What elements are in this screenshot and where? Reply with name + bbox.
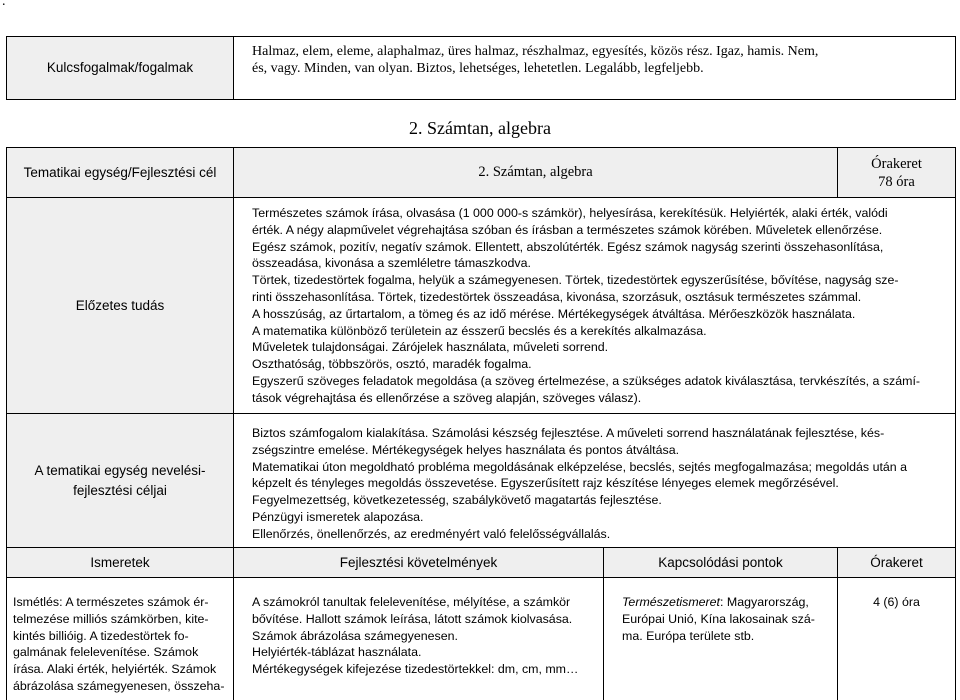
prior-line: tások végrehajtása és ellenőrzése a szöveg alapján, szöveges válasz).	[252, 390, 642, 405]
key-concepts-text	[234, 37, 956, 99]
goals-line: képzelt és tényleges megoldás összevetése. Egyszerűsített rajz készítése lényeges elemek megőrzésével.	[252, 476, 839, 491]
prior-line: Műveletek tulajdonságai. Zárójelek használata, műveleti sorrend.	[252, 340, 609, 355]
col-header-hours: Órakeret	[838, 548, 956, 577]
unit-label: Tematikai egység/Fejlesztési cél	[6, 148, 234, 197]
hours-value: 78 óra	[878, 173, 915, 190]
knowledge-line: galmának felelevenítése. Számok	[13, 645, 199, 660]
prior-line: A matematika különböző területein az ésszerű becslés és a kerekítés alkalmazása.	[252, 323, 707, 338]
key-concepts-label: Kulcsfogalmak/fogalmak	[6, 37, 234, 99]
prior-knowledge-text	[234, 198, 956, 413]
requirements-line: Számok ábrázolása számegyenesen.	[252, 628, 458, 643]
unit-hours	[838, 148, 956, 197]
connections-subject: Természetismeret	[622, 595, 721, 609]
prior-line: Természetes számok írása, olvasása (1 000 000-s számkör), helyesírása, kerekítésük. Helyiérték, alaki érték, valódi	[252, 206, 888, 220]
unit-title: 2. Számtan, algebra	[234, 148, 838, 197]
goals-line: Matematikai úton megoldható probléma megoldásának elképzelése, becslés, sejtés megfogalmazása; megoldás után a	[252, 459, 908, 474]
goals-line: Biztos számfogalom kialakítása. Számolási készség fejlesztése. A műveleti sorrend használatának fejlesztése, kés-	[252, 426, 885, 440]
columns-header-row	[6, 548, 956, 578]
prior-knowledge-row	[6, 198, 956, 414]
col-header-requirements: Fejlesztési követelmények	[234, 548, 604, 577]
connections-line: ma. Európa területe stb.	[622, 628, 755, 643]
prior-knowledge-label: Előzetes tudás	[6, 198, 234, 413]
goals-line: Ellenőrzés, önellenőrzés, az eredményért való felelősségvállalás.	[252, 526, 611, 541]
knowledge-line: telmezése milliós számkörben, kite-	[13, 611, 209, 626]
prior-line: Törtek, tizedestörtek fogalma, helyük a számegyenesen. Törtek, tizedestörtek egyszerűsítése, bővítése, nagyság sze-	[252, 273, 899, 288]
goals-line: Pénzügyi ismeretek alapozása.	[252, 509, 424, 524]
knowledge-line: írása. Alaki érték, helyiérték. Számok	[13, 662, 217, 677]
knowledge-cell	[6, 578, 234, 700]
key-concepts-row	[6, 36, 956, 100]
knowledge-line: ábrázolása számegyenesen, összeha-	[13, 678, 225, 693]
prior-line: Oszthatóság, többszörös, osztó, maradék fogalma.	[252, 357, 532, 372]
connections-line: Európai Unió, Kína lakosainak szá-	[622, 611, 815, 626]
corner-dot: .	[2, 0, 6, 9]
prior-line: Egyszerű szöveges feladatok megoldása (a szöveg értelmezése, a szükséges adatok kiválasztása, tervkészítés, a számí-	[252, 373, 921, 388]
goals-line: Fegyelmezettség, következetesség, szabálykövető magatartás fejlesztése.	[252, 493, 662, 508]
requirements-cell	[234, 578, 604, 700]
connections-line: Természetismeret: Magyarország,	[622, 595, 809, 609]
goals-line: zségszintre emelése. Mértékegységek helyes használata és pontos átváltása.	[252, 442, 680, 457]
prior-line: érték. A négy alapművelet végrehajtása szóban és írásban a természetes számok körében. Műveletek ellenőrzése.	[252, 222, 883, 237]
prior-line: összeadása, kivonása a szemléletre támaszkodva.	[252, 256, 531, 271]
unit-row	[6, 147, 956, 198]
prior-line: rinti összehasonlítása. Törtek, tizedestörtek összeadása, kivonása, szorzásuk, osztásuk természetes számmal.	[252, 289, 862, 304]
prior-line: A hosszúság, az űrtartalom, a tömeg és az idő mérése. Mértékegységek átváltása. Mérőeszközök használata.	[252, 306, 856, 321]
goals-label: A tematikai egység nevelési- fejlesztési céljai	[6, 414, 234, 547]
hours-value: 4 (6) óra	[873, 595, 920, 609]
content-row	[6, 578, 956, 700]
requirements-line: Helyiérték-táblázat használata.	[252, 645, 422, 660]
col-header-connections: Kapcsolódási pontok	[604, 548, 838, 577]
hours-cell	[838, 578, 956, 700]
key-concepts-line: Halmaz, elem, eleme, alaphalmaz, üres halmaz, részhalmaz, egyesítés, közös rész. Igaz, hamis. Nem,	[252, 44, 819, 59]
requirements-line: Mértékegységek kifejezése tizedestörtekkel: dm, cm, mm…	[252, 662, 579, 677]
col-header-knowledge: Ismeretek	[6, 548, 234, 577]
knowledge-line: Ismétlés: A természetes számok ér-	[13, 595, 209, 609]
knowledge-line: kintés billióig. A tizedestörtek fo-	[13, 628, 189, 643]
goals-row	[6, 414, 956, 548]
hours-label: Órakeret	[871, 155, 922, 172]
requirements-line: A számokról tanultak felelevenítése, mélyítése, a számkör	[252, 595, 571, 609]
goals-text	[234, 414, 956, 547]
section-title: 2. Számtan, algebra	[409, 118, 551, 138]
requirements-line: bővítése. Hallott számok leírása, látott számok kiolvasása.	[252, 611, 573, 626]
connections-cell	[604, 578, 838, 700]
prior-line: Egész számok, pozitív, negatív számok. Ellentett, abszolútérték. Egész számok nagyság szerinti összehasonlítása,	[252, 239, 884, 254]
key-concepts-line: és, vagy. Minden, van olyan. Biztos, lehetséges, lehetetlen. Legalább, legfeljebb.	[252, 60, 704, 76]
